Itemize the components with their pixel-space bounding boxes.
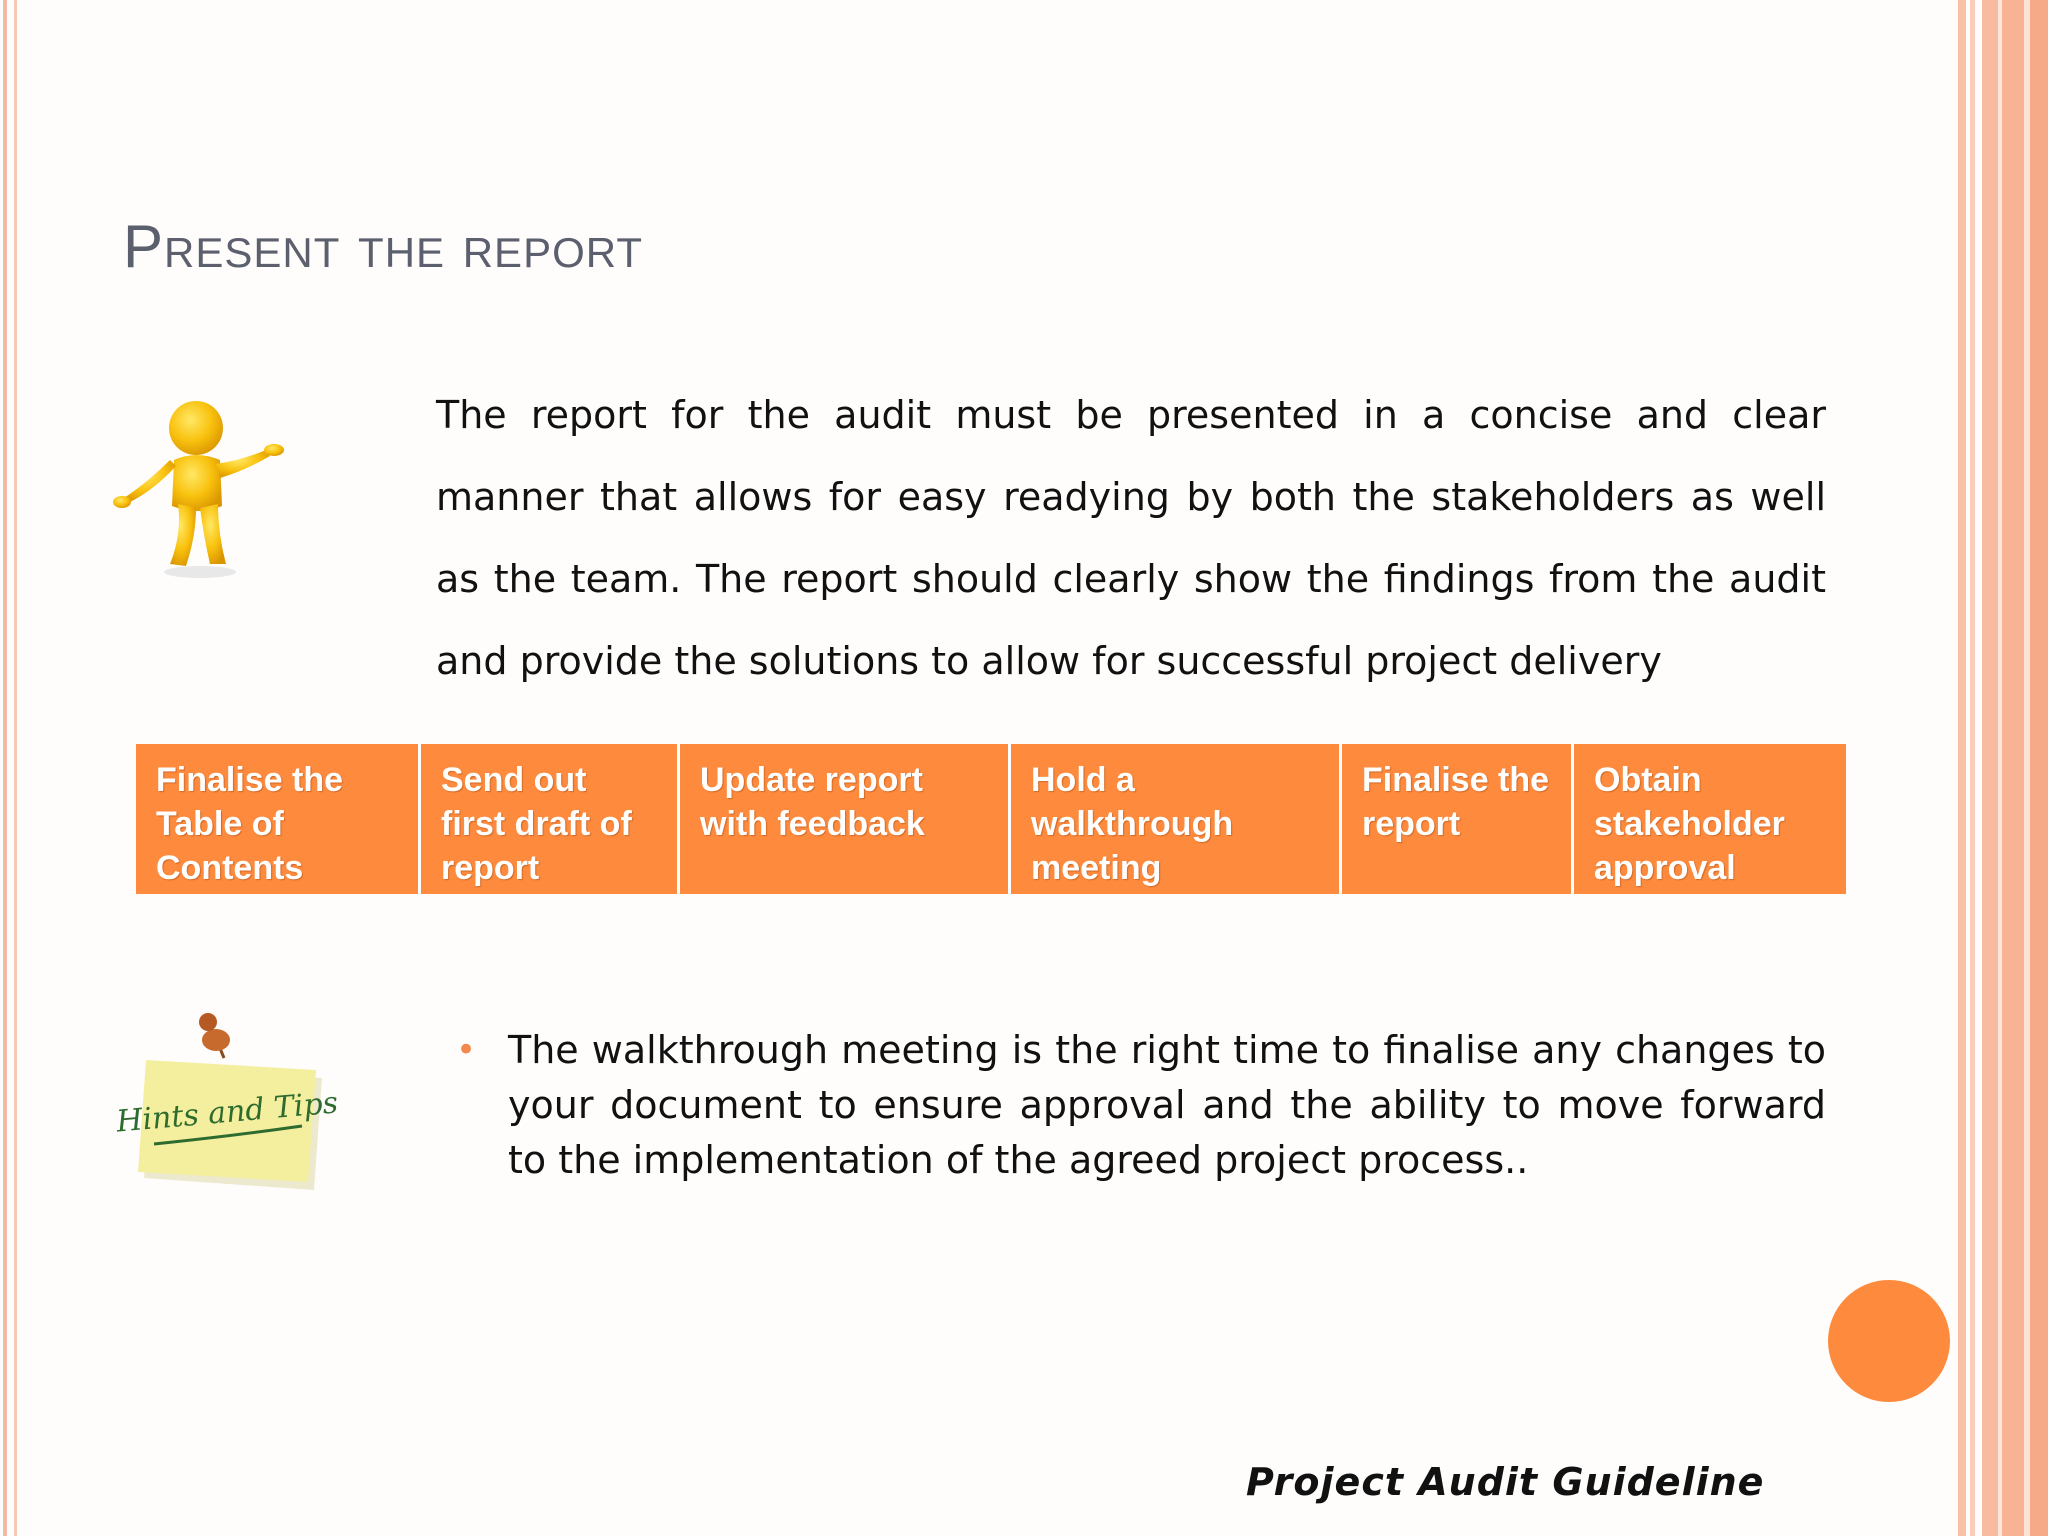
process-step: Finalise the Table of Contents — [136, 744, 418, 894]
tip-text: The walkthrough meeting is the right time to finalise any changes to your document to ensure approval and the ability to move forward to the implementation of the agreed project process.. — [508, 1028, 1826, 1182]
slide-title: Present the report — [123, 213, 643, 280]
left-border-line — [3, 0, 7, 1536]
note-label: Hints and Tips — [114, 1085, 340, 1140]
process-step: Send out first draft of report — [421, 744, 677, 894]
process-step: Hold a walkthrough meeting — [1011, 744, 1339, 894]
bullet-icon: • — [456, 1030, 477, 1070]
pinned-note-icon — [114, 1004, 340, 1204]
process-steps — [136, 744, 1846, 894]
intro-paragraph: The report for the audit must be presented in a concise and clear manner that allows for easy readying by both the stakeholders as well as the team. The report should clearly show the findings from the audit and provide the solutions to allow for successful project delivery — [436, 393, 1826, 683]
process-step: Finalise the report — [1342, 744, 1571, 894]
right-border-stripe — [1982, 0, 1998, 1536]
right-border-stripe — [1958, 0, 1966, 1536]
left-border-line — [14, 0, 17, 1536]
right-border-stripe — [2030, 0, 2048, 1536]
right-border-stripe — [1970, 0, 1975, 1536]
process-step: Obtain stakeholder approval — [1574, 744, 1846, 894]
right-border-stripe — [2002, 0, 2024, 1536]
presenter-figure-icon — [108, 394, 288, 584]
list-item — [456, 1023, 1826, 1188]
process-step: Update report with feedback — [680, 744, 1008, 894]
decorative-circle — [1828, 1280, 1950, 1402]
tips-list — [456, 1023, 1826, 1188]
footer-text: Project Audit Guideline — [1246, 1460, 1765, 1504]
